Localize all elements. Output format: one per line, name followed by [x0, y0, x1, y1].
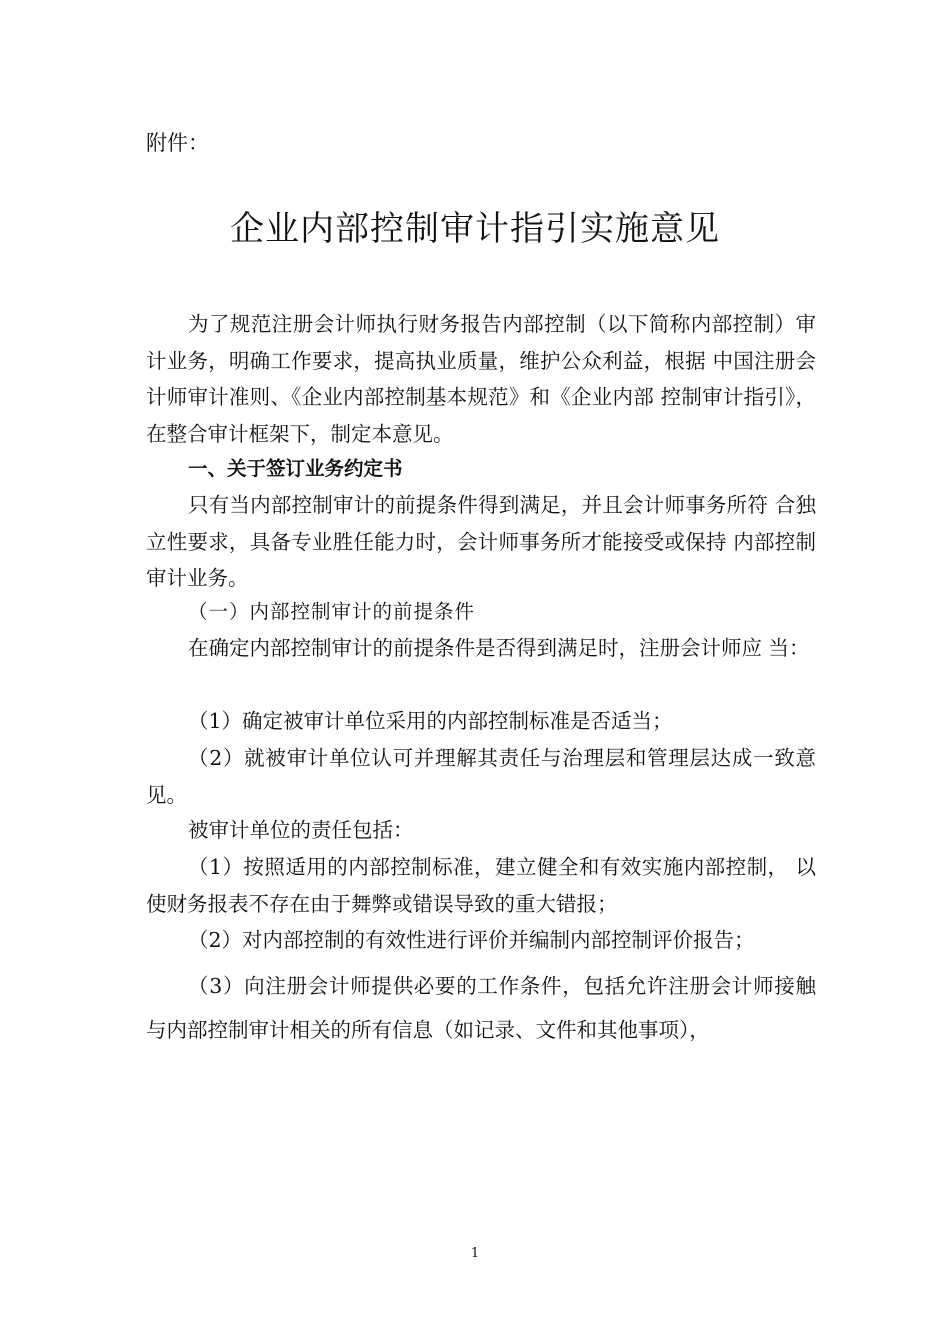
- responsibility-item-2: （2）对内部控制的有效性进行评价并编制内部控制评价报告；: [188, 928, 755, 952]
- section-heading-1: 一、关于签订业务约定书: [188, 457, 403, 480]
- document-title: 企业内部控制审计指引实施意见: [230, 209, 720, 249]
- intro-paragraph: 为了规范注册会计师执行财务报告内部控制（以下简称内部控制）审计业务，明确工作要求，提高执业质量，维护公众利益，根据 中国注册会计师审计准则、《企业内部控制基本规范》和《企业内部 控制审计指引》，在整合审计框架下，制定本意见。: [146, 312, 816, 446]
- attachment-label: 附件：: [146, 131, 209, 155]
- section-1-paragraph: 只有当内部控制审计的前提条件得到满足，并且会计师事务所符 合独立性要求，具备专业胜任能力时，会计师事务所才能接受或保持 内部控制审计业务。: [146, 493, 816, 590]
- page-number: 1: [470, 1246, 480, 1261]
- responsibility-heading: 被审计单位的责任包括：: [188, 818, 414, 842]
- prerequisite-paragraph: 在确定内部控制审计的前提条件是否得到满足时，注册会计师应 当：: [188, 636, 810, 660]
- responsibility-item-1: （1）按照适用的内部控制标准，建立健全和有效实施内部控制， 以使财务报表不存在由于舞弊或错误导致的重大错报；: [146, 855, 816, 916]
- list-item-1: （1）确定被审计单位采用的内部控制标准是否适当；: [188, 709, 673, 733]
- subsection-heading-1: （一）内部控制审计的前提条件: [188, 600, 476, 623]
- list-item-2: （2）就被审计单位认可并理解其责任与治理层和管理层达成一致意见。: [146, 746, 816, 807]
- responsibility-item-3: （3）向注册会计师提供必要的工作条件，包括允许注册会计师接触与内部控制审计相关的所有信息（如记录、文件和其他事项），: [146, 974, 816, 1042]
